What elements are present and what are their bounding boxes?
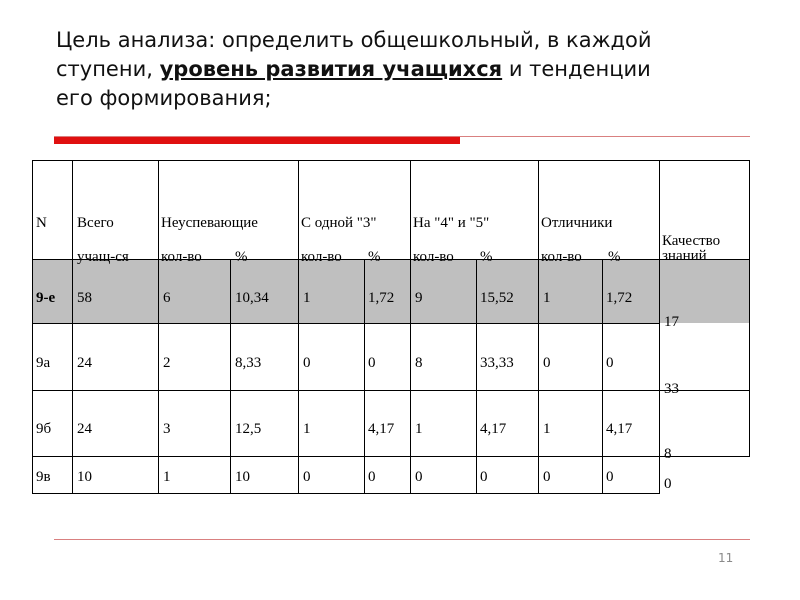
header-one3: С одной "3" [301, 215, 377, 231]
cell-fail-pct: 10 [235, 469, 250, 485]
cell-exc-count: 1 [543, 290, 551, 306]
grid-line [32, 493, 660, 494]
cell-exc-count: 0 [543, 469, 551, 485]
grid-line [602, 259, 603, 494]
cell-four5-count: 0 [415, 469, 423, 485]
cell-one3-pct: 1,72 [368, 290, 395, 306]
cell-total: 58 [77, 290, 92, 306]
header-fail: Неуспевающие [161, 215, 258, 231]
cell-fail-pct: 12,5 [235, 421, 262, 437]
bottom-divider [54, 539, 750, 540]
cell-exc-pct: 4,17 [606, 421, 633, 437]
grid-line [298, 160, 299, 494]
cell-exc-count: 1 [543, 421, 551, 437]
cell-fail-count: 2 [163, 355, 171, 371]
grid-line [32, 390, 750, 391]
cell-n: 9-е [36, 290, 56, 306]
cell-four5-pct: 33,33 [480, 355, 514, 371]
header-quality-1: Качество [662, 233, 721, 249]
cell-total: 10 [77, 469, 92, 485]
grid-line [410, 160, 411, 494]
cell-exc-pct: 0 [606, 355, 614, 371]
header-n: N [36, 215, 47, 231]
cell-total: 24 [77, 355, 92, 371]
cell-fail-count: 3 [163, 421, 171, 437]
cell-total: 24 [77, 421, 92, 437]
cell-fail-pct: 10,34 [235, 290, 269, 306]
grid-line [158, 160, 159, 494]
cell-four5-pct: 0 [480, 469, 488, 485]
cell-quality: 0 [664, 476, 672, 492]
grid-line [32, 456, 750, 457]
grid-line [230, 259, 231, 494]
cell-one3-count: 1 [303, 290, 311, 306]
header-quality-2: знаний [662, 248, 707, 264]
cell-quality: 33 [664, 381, 679, 397]
grid-line [364, 259, 365, 494]
cell-one3-count: 0 [303, 355, 311, 371]
cell-fail-count: 6 [163, 290, 171, 306]
cell-n: 9б [36, 421, 52, 437]
page-number: 11 [718, 551, 734, 565]
grid-line [32, 323, 660, 324]
cell-fail-pct: 8,33 [235, 355, 262, 371]
cell-exc-pct: 0 [606, 469, 614, 485]
cell-four5-pct: 15,52 [480, 290, 514, 306]
grid-line [72, 160, 73, 494]
header-four5: На "4" и "5" [413, 215, 490, 231]
header-total: Всего [77, 215, 114, 231]
grid-line [32, 160, 750, 161]
subheader-one3-count: кол-во [301, 249, 342, 265]
subheader-exc-count: кол-во [541, 249, 582, 265]
subheader-fail-pct: % [235, 249, 248, 265]
heading-line-2-post: и тенденции [502, 57, 651, 81]
cell-four5-count: 9 [415, 290, 423, 306]
heading-line-1: Цель анализа: определить общешкольный, в каждой [56, 28, 652, 52]
cell-four5-count: 1 [415, 421, 423, 437]
cell-one3-pct: 0 [368, 469, 376, 485]
cell-one3-pct: 4,17 [368, 421, 395, 437]
heading-line-3: его формирования; [56, 86, 272, 110]
subheader-four5-pct: % [480, 249, 493, 265]
header-total-sub: учащ-ся [77, 249, 129, 265]
accent-bar [54, 137, 460, 144]
grid-line [32, 160, 33, 494]
subheader-four5-count: кол-во [413, 249, 454, 265]
heading-line-2 [56, 55, 756, 84]
grid-line [476, 259, 477, 494]
cell-n: 9в [36, 469, 51, 485]
grid-line [659, 160, 660, 494]
grid-line [538, 160, 539, 494]
cell-one3-pct: 0 [368, 355, 376, 371]
cell-quality: 17 [664, 314, 679, 330]
cell-quality: 8 [664, 446, 672, 462]
cell-exc-pct: 1,72 [606, 290, 633, 306]
heading-line-2-pre: ступени, [56, 57, 160, 81]
cell-four5-pct: 4,17 [480, 421, 507, 437]
header-excellent: Отличники [541, 215, 613, 231]
grid-line [749, 160, 750, 456]
cell-one3-count: 0 [303, 469, 311, 485]
grid-line [32, 259, 750, 260]
heading-emphasis: уровень развития учащихся [159, 57, 503, 81]
cell-fail-count: 1 [163, 469, 171, 485]
cell-four5-count: 8 [415, 355, 423, 371]
subheader-exc-pct: % [608, 249, 621, 265]
slide-heading [56, 26, 756, 113]
subheader-one3-pct: % [368, 249, 381, 265]
subheader-fail-count: кол-во [161, 249, 202, 265]
cell-one3-count: 1 [303, 421, 311, 437]
cell-exc-count: 0 [543, 355, 551, 371]
cell-n: 9а [36, 355, 51, 371]
